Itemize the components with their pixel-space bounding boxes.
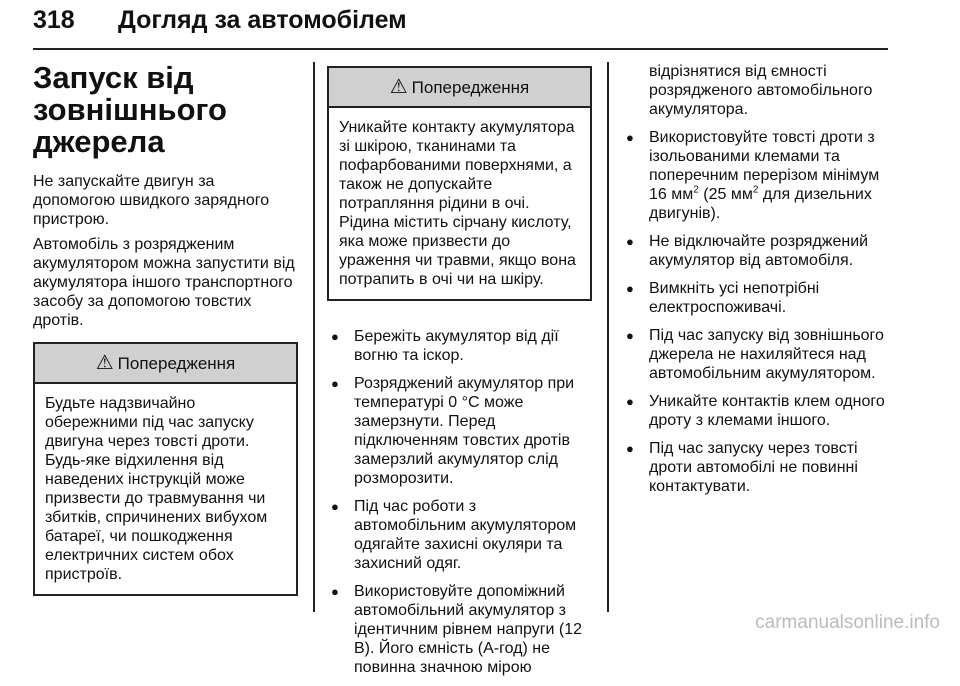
list-item: ● Під час роботи з автомобільним акумулятором одягайте захисні окуляри та захисний одяг. [331, 498, 577, 572]
bullet-icon: ● [331, 584, 339, 599]
paragraph: Не запускайте двигун за допомогою швидкого зарядного пристрою. [33, 173, 270, 228]
bullet-icon: ● [626, 281, 634, 296]
bullet-icon: ● [331, 376, 339, 391]
list-item: ● Бережіть акумулятор від дії вогню та іскор. [331, 328, 559, 364]
warning-text: Уникайте контакту акумулятора зі шкірою, тканинами та пофарбованими поверхнями, а також не допускайте потрапляння рідини в очі. Рідина містить сірчану кислоту, яка може призвести до ураження чи травми, якщо вона потрапить в очі чи на шкіру. [339, 119, 576, 288]
column-divider [607, 62, 609, 612]
bullet-icon: ● [331, 329, 339, 344]
warning-box [327, 66, 592, 301]
list-item: ● Під час запуску від зовнішнього джерела не нахиляйтеся над автомобільним акумулятором. [626, 327, 884, 382]
warning-header [329, 68, 590, 108]
continued-text: відрізнятися від ємності розрядженого автомобільного акумулятора. [649, 63, 873, 118]
page-header [33, 4, 888, 50]
list-item: ● Під час запуску через товсті дроти автомобілі не повинні контактувати. [626, 440, 858, 495]
bullet-list [327, 327, 592, 677]
bullet-icon: ● [626, 394, 634, 409]
column-middle [327, 62, 592, 686]
watermark: carmanualsonline.info [755, 612, 940, 633]
bullet-icon: ● [626, 441, 634, 456]
list-item: ● Використовуйте товсті дроти з ізольованими клемами та поперечним перерізом мінімум 16 $мм^2$ (25 $мм^2$ для дизельних двигунів). [626, 129, 880, 222]
warning-box [33, 342, 298, 596]
section-title: Запуск від зовнішнього джерела [33, 60, 227, 159]
column-right [622, 62, 890, 505]
page-number: 318 [33, 6, 75, 34]
warning-triangle-icon: ⚠ [389, 75, 408, 98]
paragraph: Автомобіль з розрядженим акумулятором можна запустити від акумулятора іншого транспортного засобу за допомогою товстих дротів. [33, 236, 295, 329]
warning-title: Попередження [411, 77, 530, 97]
warning-title: Попередження [117, 353, 236, 373]
column-divider [313, 62, 315, 612]
bullet-icon: ● [626, 130, 634, 145]
list-item: ● Не відключайте розряджений акумулятор від автомобіля. [626, 233, 869, 269]
warning-text: Будьте надзвичайно обережними під час запуску двигуна через товсті дроти. Будь-яке відхилення від наведених інструкцій може призвести до травмування чи збитків, спричинених вибухом батареї, чи пошкодження електричних систем обох пристроїв. [45, 395, 268, 583]
warning-header [35, 344, 296, 384]
column-left [33, 62, 298, 596]
bullet-list [622, 128, 890, 496]
list-item: ● Використовуйте допоміжний автомобільний акумулятор з ідентичним рівнем напруги (12 В). Його ємність (А-год) не повинна значною мірою [331, 583, 583, 676]
chapter-title: Догляд за автомобілем [118, 6, 407, 34]
bullet-icon: ● [331, 499, 339, 514]
list-item: ● Уникайте контактів клем одного дроту з клемами іншого. [626, 393, 885, 429]
bullet-icon: ● [626, 234, 634, 249]
list-item: ● Вимкніть усі непотрібні електроспоживачі. [626, 280, 820, 316]
list-item: ● Розряджений акумулятор при температурі 0 °C може замерзнути. Перед підключенням товстих дротів замерзлий акумулятор слід розморозити. [331, 375, 575, 487]
warning-triangle-icon: ⚠ [95, 351, 114, 374]
bullet-icon: ● [626, 328, 634, 343]
